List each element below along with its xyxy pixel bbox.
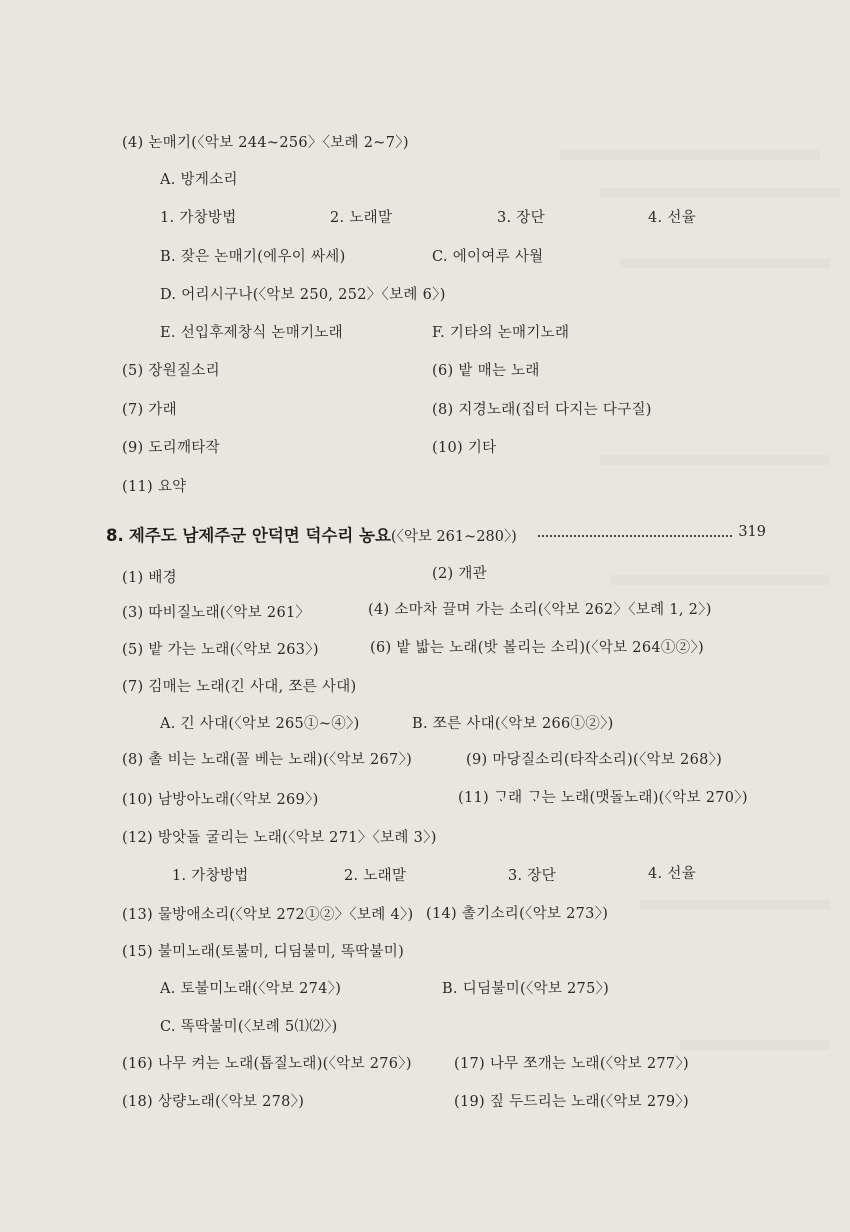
toc-subitem: 2. 노래말 [344, 868, 407, 884]
section-number: 8. [106, 526, 124, 545]
toc-subentry: B. 쪼른 사대(〈악보 266①②〉) [412, 716, 614, 732]
toc-entry: (7) 가래 [122, 402, 177, 418]
toc-entry: (4) 소마차 끌며 가는 소리(〈악보 262〉〈보례 1, 2〉) [368, 602, 712, 618]
toc-subentry: C. 에이여루 사월 [432, 249, 544, 265]
toc-subitem: 4. 선율 [648, 210, 696, 226]
bleed-through-mark [560, 150, 820, 160]
toc-subentry: B. 잦은 논매기(에우이 싸세) [160, 249, 346, 265]
toc-entry: (6) 밭 밟는 노래(밧 볼리는 소리)(〈악보 264①②〉) [370, 640, 704, 656]
toc-entry: (15) 불미노래(토불미, 디딤불미, 똑딱불미) [122, 944, 405, 960]
toc-entry: (9) 도리깨타작 [122, 440, 220, 456]
bleed-through-mark [600, 188, 840, 198]
toc-entry: (7) 김매는 노래(긴 사대, 쪼른 사대) [122, 679, 357, 695]
toc-subentry: A. 방게소리 [160, 172, 238, 188]
toc-entry: (9) 마당질소리(타작소리)(〈악보 268〉) [466, 752, 723, 768]
bleed-through-mark [610, 575, 830, 585]
bleed-through-mark [680, 1040, 830, 1050]
toc-subentry: C. 똑딱불미(〈보례 5⑴⑵〉) [160, 1019, 338, 1035]
toc-subitem: 3. 장단 [497, 210, 545, 226]
toc-entry: (1) 배경 [122, 570, 177, 586]
toc-entry: (5) 밭 가는 노래(〈악보 263〉) [122, 642, 319, 658]
toc-entry: (16) 나무 켜는 노래(톱질노래)(〈악보 276〉) [122, 1056, 412, 1072]
toc-entry: (5) 장원질소리 [122, 363, 220, 379]
toc-subentry: B. 디딤불미(〈악보 275〉) [442, 981, 610, 997]
toc-entry: (8) 지경노래(집터 다지는 다구질) [432, 402, 652, 418]
toc-entry: (17) 나무 쪼개는 노래(〈악보 277〉) [454, 1056, 689, 1072]
toc-subitem: 1. 가창방법 [172, 868, 249, 884]
bleed-through-mark [620, 258, 830, 268]
section-reference: (〈악보 261~280〉) [390, 529, 517, 545]
toc-entry: (4) 논매기(〈악보 244~256〉〈보례 2~7〉) [122, 135, 409, 151]
toc-subentry: A. 토불미노래(〈악보 274〉) [160, 981, 342, 997]
toc-entry: (12) 방앗돌 굴리는 노래(〈악보 271〉〈보례 3〉) [122, 830, 437, 846]
toc-entry: (14) 촐기소리(〈악보 273〉) [426, 906, 609, 922]
section-title: 제주도 남제주군 안덕면 덕수리 농요 [128, 526, 391, 545]
toc-entry: (13) 물방애소리(〈악보 272①②〉〈보례 4〉) [122, 907, 414, 923]
toc-subentry: D. 어리시구나(〈악보 250, 252〉〈보례 6〉) [160, 287, 446, 303]
leader-dots [538, 535, 732, 537]
toc-entry: (10) 기타 [432, 440, 497, 456]
toc-entry: (18) 상량노래(〈악보 278〉) [122, 1094, 305, 1110]
toc-subitem: 2. 노래말 [330, 210, 393, 226]
toc-subentry: F. 기타의 논매기노래 [432, 325, 570, 341]
toc-entry: (3) 따비질노래(〈악보 261〉 [122, 605, 311, 621]
toc-subentry: E. 선입후제창식 논매기노래 [160, 325, 343, 341]
bleed-through-mark [600, 455, 830, 465]
page-number: 319 [738, 524, 766, 540]
toc-entry: (11) ᄀᆞ래 ᄀᆞ는 노래(맷돌노래)(〈악보 270〉) [458, 790, 748, 806]
toc-subitem: 1. 가창방법 [160, 210, 237, 226]
toc-entry: (8) 촐 비는 노래(꼴 베는 노래)(〈악보 267〉) [122, 752, 413, 768]
toc-entry: (6) 밭 매는 노래 [432, 363, 540, 379]
toc-entry: (11) 요약 [122, 479, 187, 495]
bleed-through-mark [640, 900, 830, 910]
toc-entry: (2) 개관 [432, 566, 487, 582]
toc-entry: (19) 짚 두드리는 노래(〈악보 279〉) [454, 1094, 689, 1110]
toc-subitem: 4. 선율 [648, 866, 696, 882]
toc-entry: (10) 남방아노래(〈악보 269〉) [122, 792, 319, 808]
section-heading [106, 522, 766, 544]
toc-subitem: 3. 장단 [508, 868, 556, 884]
toc-subentry: A. 긴 사대(〈악보 265①~④〉) [160, 716, 360, 732]
